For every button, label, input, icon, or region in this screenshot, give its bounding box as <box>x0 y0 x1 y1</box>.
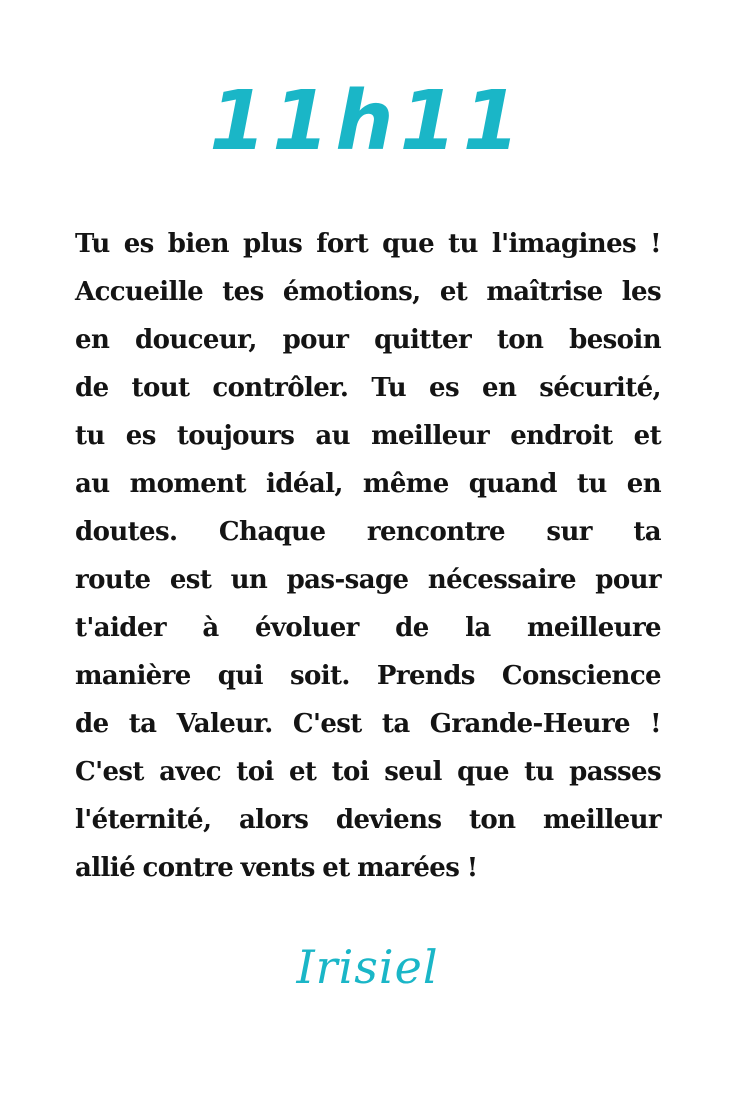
quote-line-5: tu es toujours au meilleur endroit et <box>75 421 661 451</box>
quote-line-14: allié contre vents et marées ! <box>75 853 478 883</box>
quote-line-9: t'aider à évoluer de la meilleure <box>75 613 661 643</box>
time-title: 11h11 <box>209 74 526 169</box>
quote-message <box>75 220 661 892</box>
quote-line-7: doutes. Chaque rencontre sur ta <box>75 517 661 547</box>
quote-line-8: route est un pas-sage nécessaire pour <box>75 565 661 595</box>
quote-line-3: en douceur, pour quitter ton besoin <box>75 325 661 355</box>
author-signature: Irisiel <box>296 940 439 994</box>
quote-line-11: de ta Valeur. C'est ta Grande-Heure ! <box>75 709 661 739</box>
quote-line-2: Accueille tes émotions, et maîtrise les <box>75 277 661 307</box>
quote-line-12: C'est avec toi et toi seul que tu passes <box>75 757 661 787</box>
quote-line-1: Tu es bien plus fort que tu l'imagines ! <box>75 229 661 259</box>
quote-line-13: l'éternité, alors deviens ton meilleur <box>75 805 661 835</box>
quote-line-6: au moment idéal, même quand tu en <box>75 469 661 499</box>
quote-line-4: de tout contrôler. Tu es en sécurité, <box>75 373 661 403</box>
quote-line-10: manière qui soit. Prends Conscience <box>75 661 661 691</box>
